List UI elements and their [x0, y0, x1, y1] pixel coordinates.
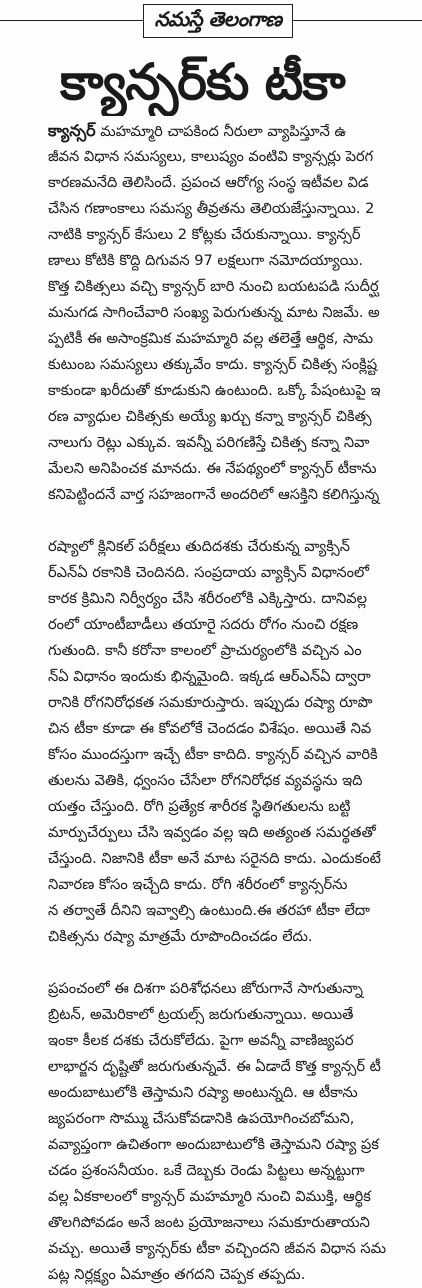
- article-line: [48, 846, 422, 872]
- line-text: ప్పటికీ ఈ అసాంక్రమిక మహమ్మారి వల్ల తలెత్తే ఆర్థిక, సామ: [48, 330, 374, 347]
- article-line: [48, 794, 422, 820]
- line-text: న తర్వాతే దీనిని ఇవ్వాల్సి ఉంటుంది.ఈ తరహా టీకా లేదా: [48, 902, 370, 919]
- article-line: [48, 456, 422, 482]
- article-line: [48, 300, 422, 326]
- line-text: కుటుంబ సమస్యలు తక్కువేం కాదు. క్యాన్సర్ చికిత్స సంక్లిష్ట: [48, 356, 378, 373]
- article-line: [48, 144, 422, 170]
- line-text: తులను వెతికి, ధ్వంసం చేసేలా రోగనిరోధక వ్యవస్థను ఇది: [48, 772, 363, 789]
- line-text: లాభార్జన దృష్టితో జరుగుతున్నవే. ఈ ఏడాదే కొత్త క్యాన్సర్ టీ: [48, 1058, 381, 1075]
- line-text: రణ వ్యాధుల చికిత్సకు అయ్యే ఖర్చు కన్నా క్యాన్సర్ చికిత్స: [48, 408, 372, 425]
- article-line: [48, 560, 422, 586]
- article-line: [48, 1158, 422, 1184]
- article-line: [48, 1132, 422, 1158]
- line-text: నివారణ కోసం ఇచ్చేది కాదు. రోగి శరీరంలో క్యాన్సర్‌ను: [48, 876, 348, 893]
- article-line: [48, 872, 422, 898]
- line-text: చికిత్సను రష్యా మాత్రమే రూపొందించడం లేదు.: [48, 928, 313, 945]
- article-paragraph: [48, 976, 422, 1288]
- article-line: [48, 248, 422, 274]
- paragraph-gap: [48, 950, 422, 976]
- lead-word: క్యాన్సర్: [48, 121, 96, 140]
- article-line: [48, 690, 422, 716]
- line-text: వవ్యాప్తంగా ఉచితంగా అందుబాటులోకి తెస్తామని రష్యా ప్రక: [48, 1136, 379, 1153]
- line-text: కారణమనేది తెలిసిందే. ప్రపంచ ఆరోగ్య సంస్థ ఇటీవల విడ: [48, 174, 369, 191]
- line-text: మేలని అనిపించక మానదు. ఈ నేపథ్యంలో క్యాన్సర్ టీకాను: [48, 460, 377, 477]
- line-text: చిన టీకా కూడా ఈ కోవలోకే చెందడం విశేషం. అయితే నివ: [48, 720, 372, 737]
- line-text: మార్పుచేర్పులు చేసి ఇవ్వడం వల్ల ఇది అత్యంత సమర్థతతో: [48, 824, 376, 841]
- article-line: [48, 638, 422, 664]
- article-line: [48, 482, 422, 508]
- line-text: నాటికి క్యాన్సర్ కేసులు 2 కోట్లకు చేరుకున్నాయి. క్యాన్సర్: [48, 226, 361, 243]
- article-line: [48, 742, 422, 768]
- article-line: [48, 612, 422, 638]
- line-text: జీవన విధాన సమస్యలు, కాలుష్యం వంటివి క్యాన్సర్లు పెరగ: [48, 148, 374, 165]
- line-text: కారక క్రిమిని నిర్వీర్యం చేసి శరీరంలోకి ఎక్కిస్తారు. దానివల్ల: [48, 590, 367, 607]
- line-text: తొలగిపోవడం అనే జంట ప్రయోజనాలు సమకూరుతాయని: [48, 1214, 370, 1231]
- article-paragraph: [48, 118, 422, 508]
- masthead: నమస్తే తెలంగాణ: [143, 4, 293, 38]
- article-line: [48, 1236, 422, 1262]
- article-line: [48, 326, 422, 352]
- article-line: [48, 924, 422, 950]
- line-text: కోసం ముందస్తుగా ఇచ్చే టీకా కాదిది. క్యాన్సర్ వచ్చిన వారికి: [48, 746, 378, 763]
- line-text: ర్ఎన్ఏ రకానికి చెందినది. సంప్రదాయ వ్యాక్సిన్ విధానంలో: [48, 564, 370, 581]
- article-line: [48, 1106, 422, 1132]
- article-line: [48, 196, 422, 222]
- line-text: నాలుగు రెట్లు ఎక్కువ. ఇవన్నీ పరిగణిస్తే చికిత్స కన్నా నివా: [48, 434, 370, 451]
- line-text: రష్యాలో క్లినికల్ పరీక్షలు తుదిదశకు చేరుకున్న వ్యాక్సిన్: [48, 538, 350, 555]
- article-line: [48, 768, 422, 794]
- line-text: ఇంకా కీలక దశకు చేరుకోలేదు. పైగా అవన్నీ వాణిజ్యపర: [48, 1032, 354, 1049]
- article-line: [48, 1184, 422, 1210]
- article-line: [48, 820, 422, 846]
- masthead-rule-left: [0, 20, 143, 21]
- article-line: [48, 586, 422, 612]
- line-text: కొత్త చికిత్సలు వచ్చి క్యాన్సర్ బారి నుంచి బయటపడి సుదీర్ఘ: [48, 278, 379, 295]
- line-text: మహమ్మారి చాపకింద నీరులా వ్యాపిస్తూనే ఉ: [95, 123, 347, 140]
- article-line: [48, 378, 422, 404]
- line-text: న్ఏ విధానం ఇందుకు భిన్నమైంది. ఇక్కడ ఆర్ఎన్ఏ ద్వారా: [48, 668, 371, 685]
- line-text: బ్రిటన్, అమెరికాలో ట్రయల్స్ జరుగుతున్నాయి. అయితే: [48, 1006, 354, 1023]
- line-text: యత్తం చేస్తుంది. రోగి ప్రత్యేక శారీరక స్థితిగతులను బట్టి: [48, 798, 351, 815]
- article-line: [48, 170, 422, 196]
- line-text: చడం ప్రశంసనీయం. ఒకే దెబ్బకు రెండు పిట్టలు అన్నట్టుగా: [48, 1162, 365, 1179]
- masthead-rule-right: [293, 20, 422, 21]
- article-line: [48, 430, 422, 456]
- line-text: వల్ల ఏకకాలంలో క్యాన్సర్ మహమ్మారి నుంచి విముక్తి, ఆర్థిక: [48, 1188, 371, 1205]
- line-text: పట్ల నిర్లక్ష్యం ఏమాత్రం తగదని చెప్పక తప్పదు.: [48, 1266, 306, 1283]
- line-text: కనిపెట్టిందనే వార్త సహజంగానే అందరిలో ఆసక్తిని కలిగిస్తున్న: [48, 486, 380, 503]
- line-text: గుతుంది. కానీ కరోనా కాలంలో ప్రాచుర్యంలోకి వచ్చిన ఎం: [48, 642, 362, 659]
- article-line: [48, 404, 422, 430]
- article-line: [48, 1002, 422, 1028]
- line-text: ప్రపంచంలో ఈ దిశగా పరిశోధనలు జోరుగానే సాగుతున్నా: [48, 980, 363, 997]
- article-line: [48, 1262, 422, 1288]
- line-text: ణాలు కోటికి కొద్ది దిగువన 97 లక్షలుగా నమోదయ్యాయి.: [48, 252, 364, 269]
- headline: క్యాన్సర్‌కు టీకా: [60, 53, 345, 111]
- line-text: వచ్చు. అయితే క్యాన్సర్‌కు టీకా వచ్చిందని జీవన విధాన సమ: [48, 1240, 387, 1257]
- line-text: రానికి రోగనిరోధకత సమకూరుస్తారు. ఇప్పుడు రష్యా రూపొ: [48, 694, 373, 711]
- article-line: [48, 118, 422, 144]
- article-body: [48, 118, 422, 1288]
- article-line: [48, 352, 422, 378]
- article-line: [48, 716, 422, 742]
- line-text: రంలో యాంటీబాడీలు తయారై సదరు రోగం నుంచి రక్షణ: [48, 616, 359, 633]
- article-line: [48, 976, 422, 1002]
- article-line: [48, 898, 422, 924]
- article-line: [48, 1080, 422, 1106]
- paragraph-gap: [48, 508, 422, 534]
- line-text: మనుగడ సాగించేవారి సంఖ్య పెరుగుతున్న మాట నిజమే. అ: [48, 304, 380, 321]
- line-text: చేస్తుంది. నిజానికి టీకా అనే మాట సరైనది కాదు. ఎందుకంటే: [48, 850, 381, 867]
- line-text: కాకుండా ఖరీదుతో కూడుకుని ఉంటుంది. ఒక్కో పేషంటుపై ఇ: [48, 382, 381, 399]
- article-paragraph: [48, 534, 422, 950]
- article-line: [48, 1028, 422, 1054]
- article-line: [48, 222, 422, 248]
- line-text: అందుబాటులోకి తెస్తామని రష్యా అంటున్నది. ఆ టీకాను: [48, 1084, 358, 1101]
- article-line: [48, 664, 422, 690]
- article-line: [48, 534, 422, 560]
- article-line: [48, 1054, 422, 1080]
- article-line: [48, 274, 422, 300]
- article-line: [48, 1210, 422, 1236]
- line-text: జ్యపరంగా సొమ్ము చేసుకోవడానికి ఉపయోగించబోమని,: [48, 1110, 355, 1127]
- line-text: చేసిన గణాంకాలు సమస్య తీవ్రతను తెలియజేస్తున్నాయి. 2: [48, 200, 375, 217]
